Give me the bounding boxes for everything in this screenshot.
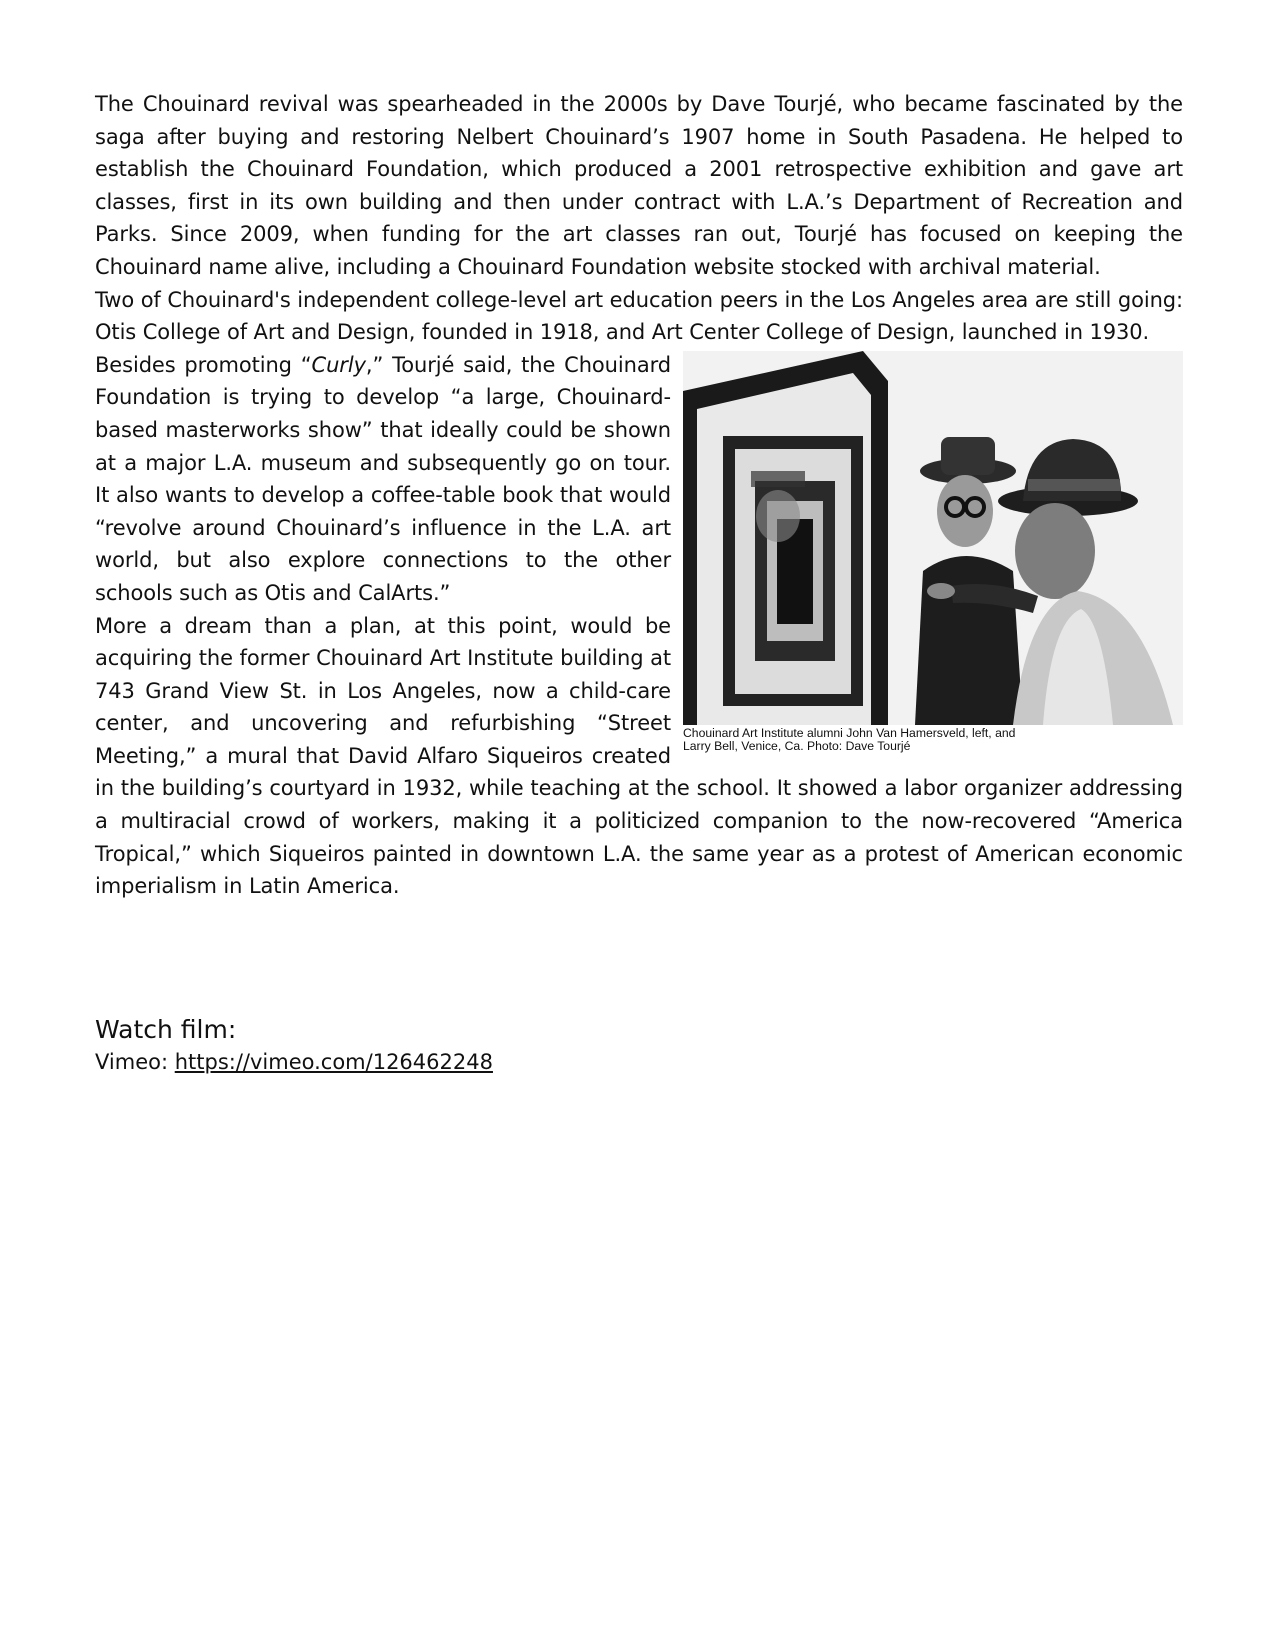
paragraph-peer-schools: Two of Chouinard's independent college-level art education peers in the Los Angeles area are still going: Otis College of Art and Design, founded in 1918, and Art Center College of Design, launched in 1930. [95,287,1183,345]
vimeo-link[interactable]: https://vimeo.com/126462248 [174,1049,493,1074]
document-page [95,88,1183,1077]
watch-film-section [95,1013,1183,1077]
float-section [95,349,1183,903]
watch-film-heading: Watch film: [95,1014,237,1044]
paragraph-revival: The Chouinard revival was spearheaded in the 2000s by Dave Tourjé, who became fascinated by the saga after buying and restoring Nelbert Chouinard’s 1907 home in South Pasadena. He helped to establish the Chouinard Foundation, which produced a 2001 retrospective exhibition and gave art classes, first in its own building and then under contract with L.A.’s Department of Recreation and Parks. Since 2009, when funding for the art classes ran out, Tourjé has focused on keeping the Chouinard name alive, including a Chouinard Foundation website stocked with archival material. [95,92,1183,279]
curly-text-before: Besides promoting “ [95,352,312,377]
curly-title: Curly [311,352,366,377]
photo-caption: Chouinard Art Institute alumni John Van Hamersveld, left, and Larry Bell, Venice, Ca. Photo: Dave Tourjé [683,725,1016,753]
vimeo-line [95,1047,1183,1077]
vimeo-label: Vimeo: [95,1049,175,1074]
gallery-photo [683,351,1183,725]
paragraph-building-mural: More a dream than a plan, at this point, would be acquiring the former Chouinard Art Institute building at 743 Grand View St. in Los Angeles, now a child-care center, and uncovering and refurbishing “Street Meeting,” a mural that David Alfaro Siqueiros created in the building’s courtyard in 1932, while teaching at the school. It showed a labor organizer addressing a multiracial crowd of workers, making it a politicized companion to the now-recovered “America Tropical,” which Siqueiros painted in downtown L.A. the same year as a protest of American economic imperialism in Latin America. [95,613,1183,899]
curly-text-after: ,” Tourjé said, the Chouinard Foundation is trying to develop “a large, Chouinard-based masterworks show” that ideally could be shown at a major L.A. museum and subsequently go on tour. It also wants to develop a coffee-table book that would “revolve around Chouinard’s influence in the L.A. art world, but also explore connections to the other schools such as Otis and CalArts.” [95,352,671,605]
photo-figure [683,351,1183,753]
